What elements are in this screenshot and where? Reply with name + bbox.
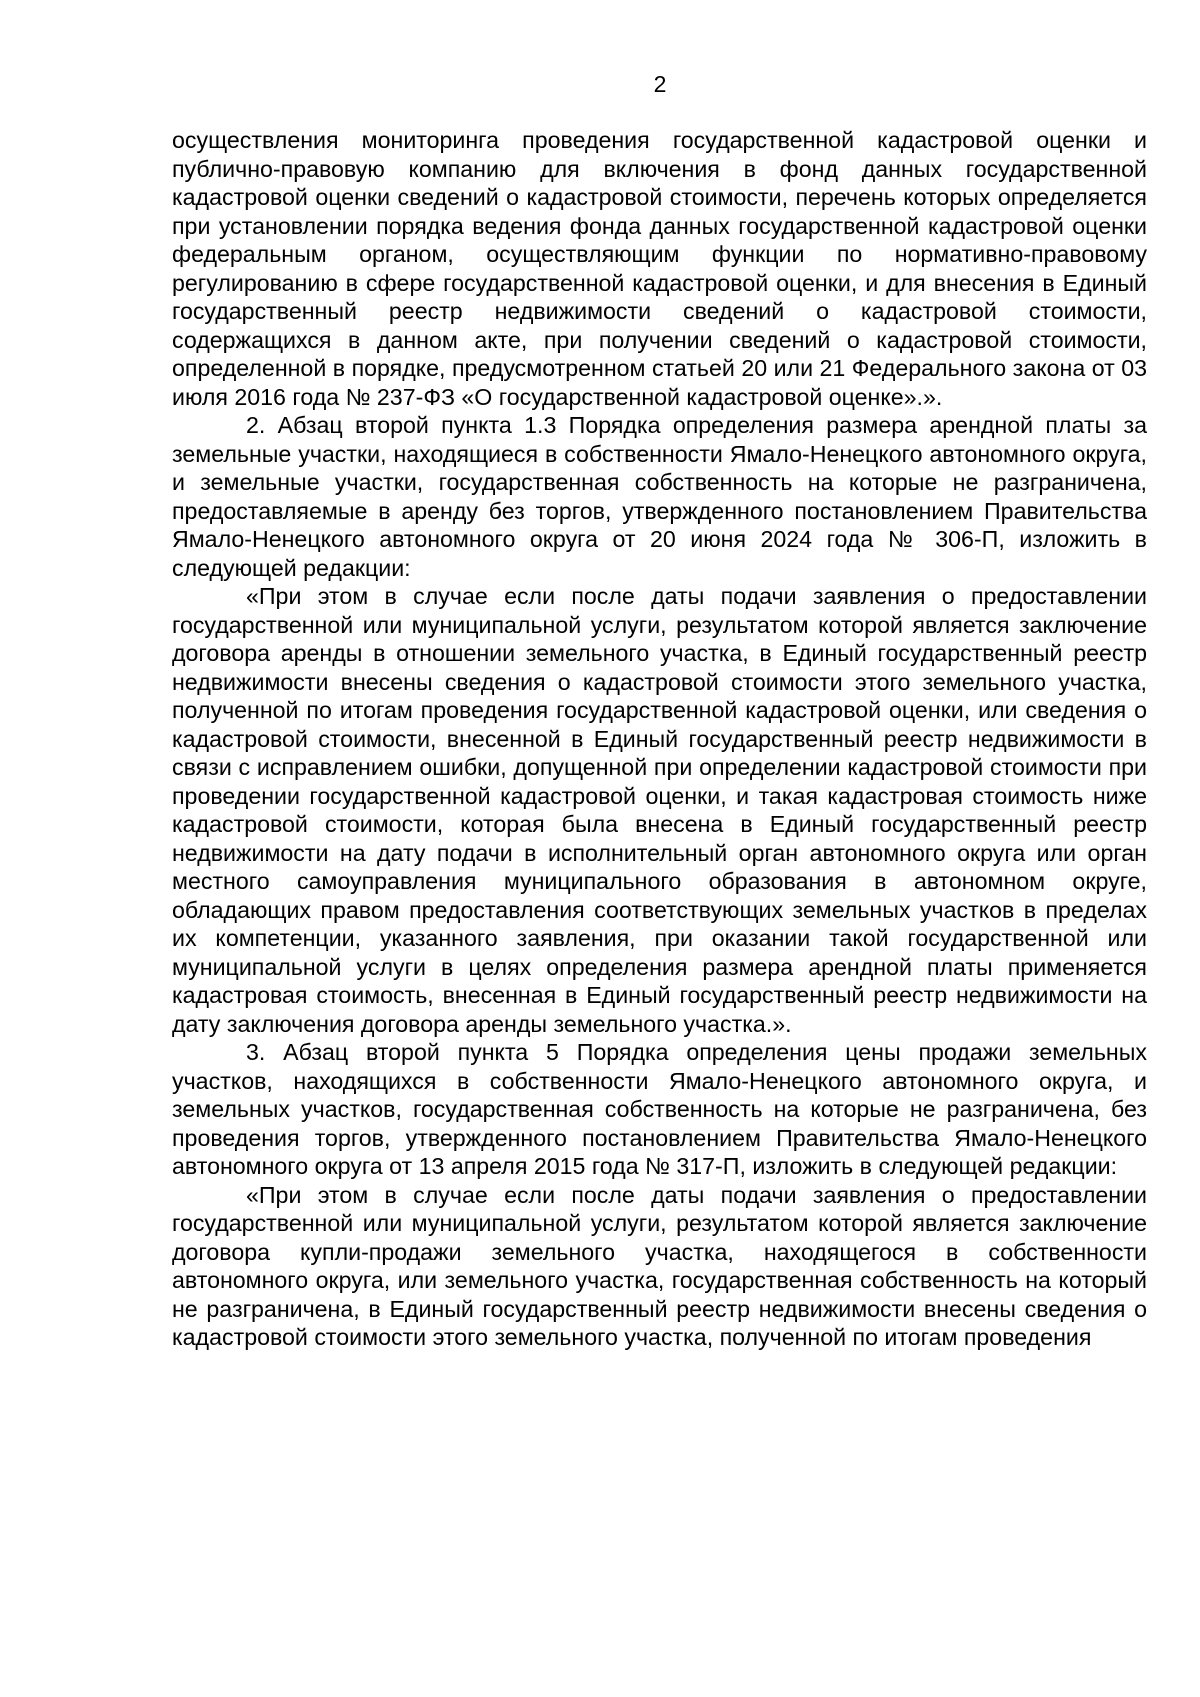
paragraph-continuation: осуществления мониторинга проведения государственной кадастровой оценки и публично-правовую компанию для включения в фонд данных государственной кадастровой оценки сведений о кадастровой стоимости, перечень которых определяется при установлении порядка ведения фонда данных государственной кадастровой оценки федеральным органом, осуществляющим функции по нормативно-правовому регулированию в сфере государственной кадастровой оценки, и для внесения в Единый государственный реестр недвижимости сведений о кадастровой стоимости, содержащихся в данном акте, при получении сведений о кадастровой стоимости, определенной в порядке, предусмотренном статьей 20 или 21 Федерального закона от 03 июля 2016 года № 237-ФЗ «О государственной кадастровой оценке».». <box>172 127 1147 410</box>
paragraph-item-3: 3. Абзац второй пункта 5 Порядка определения цены продажи земельных участков, находящихся в собственности Ямало-Ненецкого автономного округа, и земельных участков, государственная собственность на которые не разграничена, без проведения торгов, утвержденного постановлением Правительства Ямало-Ненецкого автономного округа от 13 апреля 2015 года № 317-П, изложить в следующей редакции: <box>172 1039 1147 1179</box>
paragraph-quote-sale: «При этом в случае если после даты подачи заявления о предоставлении государственной или муниципальной услуги, результатом которой является заключение договора купли-продажи земельного участка, находящегося в собственности автономного округа, или земельного участка, государственная собственность на который не разграничена, в Единый государственный реестр недвижимости внесены сведения о кадастровой стоимости этого земельного участка, полученной по итогам проведения <box>172 1181 1147 1350</box>
paragraph-item-2: 2. Абзац второй пункта 1.3 Порядка определения размера арендной платы за земельные участки, находящиеся в собственности Ямало-Ненецкого автономного округа, и земельные участки, государственная собственность на которые не разграничена, предоставляемые в аренду без торгов, утвержденного постановлением Правительства Ямало-Ненецкого автономного округа от 20 июня 2024 года № 306-П, изложить в следующей редакции: <box>172 412 1147 581</box>
document-body <box>172 126 1147 1352</box>
page-number: 2 <box>653 71 667 97</box>
paragraph-quote-lease: «При этом в случае если после даты подачи заявления о предоставлении государственной или муниципальной услуги, результатом которой является заключение договора аренды в отношении земельного участка, в Единый государственный реестр недвижимости внесены сведения о кадастровой стоимости этого земельного участка, полученной по итогам проведения государственной кадастровой оценки, или сведения о кадастровой стоимости, внесенной в Единый государственный реестр недвижимости в связи с исправлением ошибки, допущенной при определении кадастровой стоимости при проведении государственной кадастровой оценки, и такая кадастровая стоимость ниже кадастровой стоимости, которая была внесена в Единый государственный реестр недвижимости на дату подачи в исполнительный орган автономного округа или орган местного самоуправления муниципального образования в автономном округе, обладающих правом предоставления соответствующих земельных участков в пределах их компетенции, указанного заявления, при оказании такой государственной или муниципальной услуги в целях определения размера арендной платы применяется кадастровая стоимость, внесенная в Единый государственный реестр недвижимости на дату заключения договора аренды земельного участка.». <box>172 583 1147 1037</box>
